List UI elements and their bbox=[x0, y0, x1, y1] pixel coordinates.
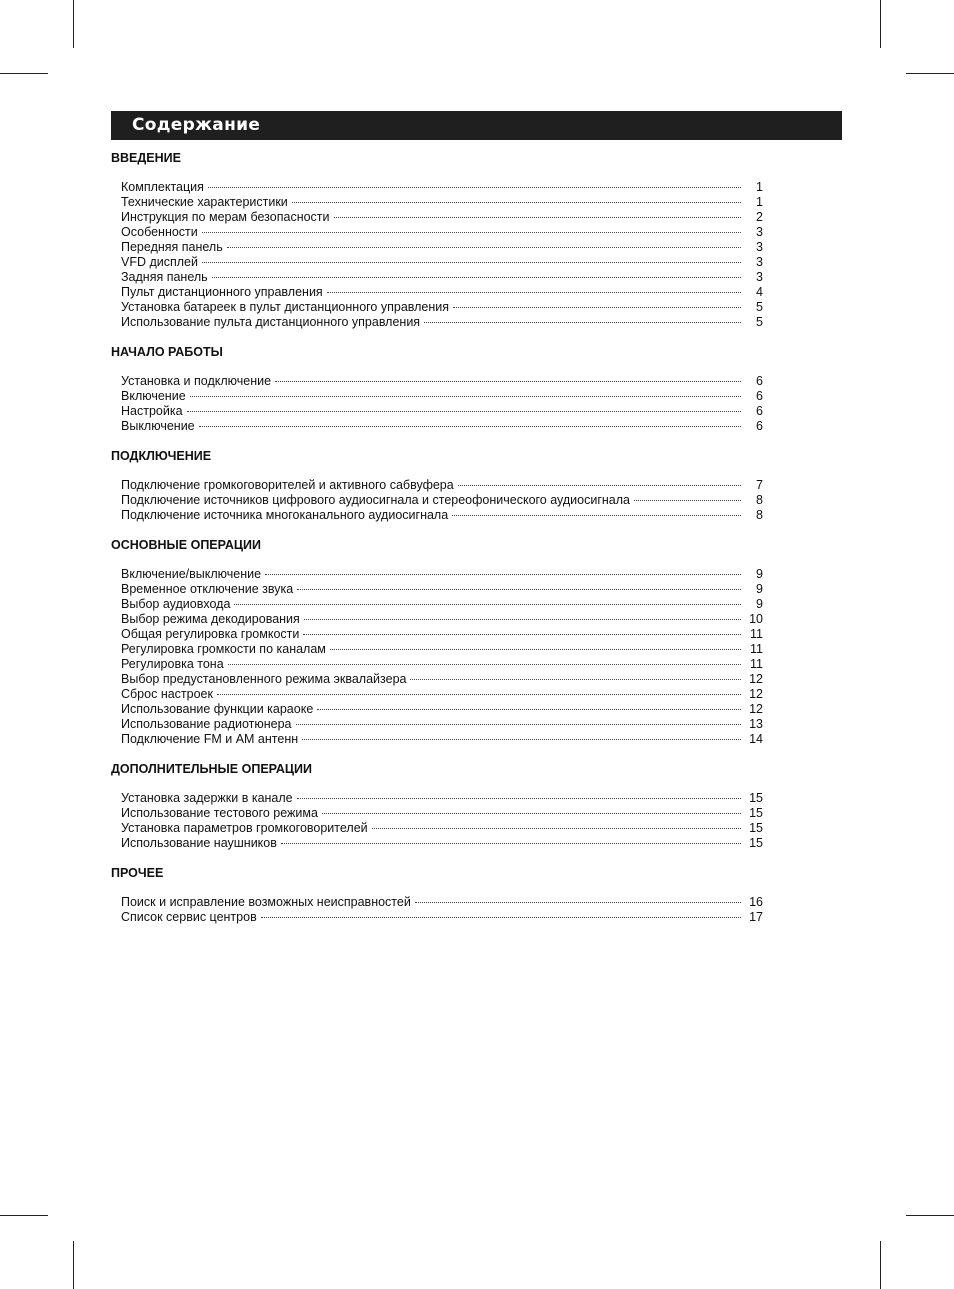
toc-entry-label: VFD дисплей bbox=[121, 255, 198, 269]
toc-entry-page-number: 10 bbox=[749, 612, 763, 626]
crop-mark bbox=[0, 73, 48, 74]
toc-entry-page-number: 6 bbox=[756, 404, 763, 418]
toc-entry-label: Включение bbox=[121, 389, 186, 403]
toc-entry-page-number: 11 bbox=[750, 627, 763, 641]
dot-leader bbox=[202, 262, 741, 263]
toc-entry-page-number: 6 bbox=[756, 374, 763, 388]
section-heading: НАЧАЛО РАБОТЫ bbox=[111, 345, 223, 359]
toc-entry-label: Пульт дистанционного управления bbox=[121, 285, 323, 299]
toc-entry-label: Использование наушников bbox=[121, 836, 277, 850]
dot-leader bbox=[228, 664, 741, 665]
toc-entry bbox=[121, 374, 763, 389]
crop-mark bbox=[73, 0, 74, 48]
toc-entry-label: Задняя панель bbox=[121, 270, 208, 284]
toc-entry-label: Временное отключение звука bbox=[121, 582, 294, 596]
toc-entry bbox=[121, 404, 763, 419]
crop-mark bbox=[906, 73, 954, 74]
toc-entry-page-number: 12 bbox=[749, 702, 763, 716]
toc-entry-label: Комплектация bbox=[121, 180, 204, 194]
toc-entry bbox=[121, 240, 763, 255]
toc-entry bbox=[121, 895, 763, 910]
toc-entry-page-number: 3 bbox=[756, 255, 763, 269]
dot-leader bbox=[202, 232, 741, 233]
dot-leader bbox=[634, 500, 741, 501]
toc-entry bbox=[121, 657, 763, 672]
toc-entry-page-number: 3 bbox=[756, 240, 763, 254]
dot-leader bbox=[234, 604, 741, 605]
toc-entry-page-number: 8 bbox=[756, 508, 763, 522]
toc-entry-list bbox=[121, 791, 763, 851]
toc-entry bbox=[121, 255, 763, 270]
dot-leader bbox=[452, 515, 741, 516]
toc-entry-label: Выбор предустановленного режима эквалайзера bbox=[121, 672, 407, 686]
toc-entry-label: Подключение источника многоканального аудиосигнала bbox=[121, 508, 449, 522]
dot-leader bbox=[424, 322, 741, 323]
toc-entry-label: Использование тестового режима bbox=[121, 806, 318, 820]
toc-entry bbox=[121, 597, 763, 612]
toc-entry-page-number: 5 bbox=[756, 300, 763, 314]
toc-entry-page-number: 9 bbox=[756, 582, 763, 596]
toc-entry-label: Особенности bbox=[121, 225, 198, 239]
dot-leader bbox=[281, 843, 741, 844]
toc-entry-page-number: 11 bbox=[750, 642, 763, 656]
toc-entry-page-number: 9 bbox=[756, 567, 763, 581]
toc-entry-page-number: 6 bbox=[756, 419, 763, 433]
toc-entry-label: Выбор режима декодирования bbox=[121, 612, 300, 626]
toc-entry-label: Выключение bbox=[121, 419, 195, 433]
toc-entry-page-number: 16 bbox=[749, 895, 763, 909]
section-heading: ПОДКЛЮЧЕНИЕ bbox=[111, 449, 212, 463]
dot-leader bbox=[187, 411, 741, 412]
toc-entry-label: Установка батареек в пульт дистанционного управления bbox=[121, 300, 450, 314]
dot-leader bbox=[372, 828, 741, 829]
toc-entry bbox=[121, 285, 763, 300]
toc-entry-list bbox=[121, 180, 763, 330]
toc-entry-label: Общая регулировка громкости bbox=[121, 627, 300, 641]
toc-entry-page-number: 15 bbox=[749, 806, 763, 820]
toc-entry-label: Сброс настроек bbox=[121, 687, 213, 701]
dot-leader bbox=[322, 813, 741, 814]
dot-leader bbox=[334, 217, 741, 218]
dot-leader bbox=[275, 381, 741, 382]
toc-entry-page-number: 6 bbox=[756, 389, 763, 403]
crop-mark bbox=[73, 1241, 74, 1289]
toc-section bbox=[111, 761, 763, 851]
toc-entry bbox=[121, 627, 763, 642]
toc-entry bbox=[121, 195, 763, 210]
toc-entry-label: Установка и подключение bbox=[121, 374, 272, 388]
toc-entry-label: Передняя панель bbox=[121, 240, 223, 254]
crop-mark bbox=[906, 1215, 954, 1216]
toc-entry bbox=[121, 300, 763, 315]
toc-entry-label: Настройка bbox=[121, 404, 183, 418]
crop-mark bbox=[880, 1241, 881, 1289]
toc-entry-page-number: 15 bbox=[749, 821, 763, 835]
toc-entry-list bbox=[121, 478, 763, 523]
toc-section bbox=[111, 865, 763, 925]
toc-entry-label: Инструкция по мерам безопасности bbox=[121, 210, 330, 224]
toc-entry-page-number: 11 bbox=[750, 657, 763, 671]
toc-entry-list bbox=[121, 374, 763, 434]
toc-entry-page-number: 4 bbox=[756, 285, 763, 299]
toc-entry-page-number: 5 bbox=[756, 315, 763, 329]
section-heading: ВВЕДЕНИЕ bbox=[111, 151, 181, 165]
toc-entry-label: Установка параметров громкоговорителей bbox=[121, 821, 368, 835]
dot-leader bbox=[208, 187, 741, 188]
dot-leader bbox=[190, 396, 741, 397]
section-heading: ПРОЧЕЕ bbox=[111, 866, 164, 880]
toc-section bbox=[111, 448, 763, 523]
dot-leader bbox=[303, 634, 741, 635]
dot-leader bbox=[317, 709, 741, 710]
toc-entry-label: Подключение источников цифрового аудиосигнала и стереофонического аудиосигнала bbox=[121, 493, 631, 507]
toc-entry bbox=[121, 717, 763, 732]
toc-entry-page-number: 1 bbox=[756, 180, 763, 194]
toc-entry bbox=[121, 910, 763, 925]
dot-leader bbox=[410, 679, 741, 680]
toc-entry bbox=[121, 642, 763, 657]
dot-leader bbox=[304, 619, 741, 620]
toc-entry-label: Установка задержки в канале bbox=[121, 791, 293, 805]
page-title: Содержание bbox=[132, 115, 261, 135]
toc-entry-page-number: 8 bbox=[756, 493, 763, 507]
dot-leader bbox=[227, 247, 741, 248]
toc-entry bbox=[121, 702, 763, 717]
dot-leader bbox=[302, 739, 741, 740]
toc-entry-label: Поиск и исправление возможных неисправностей bbox=[121, 895, 411, 909]
toc-entry-page-number: 12 bbox=[749, 672, 763, 686]
toc-entry bbox=[121, 836, 763, 851]
toc-entry bbox=[121, 806, 763, 821]
toc-entry-page-number: 1 bbox=[756, 195, 763, 209]
toc-entry bbox=[121, 508, 763, 523]
dot-leader bbox=[297, 589, 741, 590]
toc-entry-page-number: 15 bbox=[749, 791, 763, 805]
toc-entry-label: Использование пульта дистанционного управления bbox=[121, 315, 421, 329]
toc-entry bbox=[121, 732, 763, 747]
toc-entry-label: Технические характеристики bbox=[121, 195, 288, 209]
toc-entry-label: Использование радиотюнера bbox=[121, 717, 292, 731]
toc-entry-label: Включение/выключение bbox=[121, 567, 262, 581]
toc-entry bbox=[121, 687, 763, 702]
title-bar bbox=[111, 111, 842, 140]
section-heading: ДОПОЛНИТЕЛЬНЫЕ ОПЕРАЦИИ bbox=[111, 762, 313, 776]
toc-entry bbox=[121, 225, 763, 240]
toc-entry-label: Регулировка громкости по каналам bbox=[121, 642, 326, 656]
toc-entry bbox=[121, 821, 763, 836]
toc-entry-page-number: 7 bbox=[756, 478, 763, 492]
toc-entry bbox=[121, 389, 763, 404]
toc-entry bbox=[121, 672, 763, 687]
dot-leader bbox=[330, 649, 741, 650]
toc-entry bbox=[121, 210, 763, 225]
toc-entry bbox=[121, 315, 763, 330]
toc-entry bbox=[121, 180, 763, 195]
dot-leader bbox=[212, 277, 741, 278]
toc-entry-label: Регулировка тона bbox=[121, 657, 224, 671]
toc-entry bbox=[121, 612, 763, 627]
toc-entry-page-number: 15 bbox=[749, 836, 763, 850]
toc-entry-label: Подключение FM и AM антенн bbox=[121, 732, 299, 746]
dot-leader bbox=[296, 724, 741, 725]
toc-entry bbox=[121, 791, 763, 806]
dot-leader bbox=[265, 574, 741, 575]
toc-entry-page-number: 13 bbox=[749, 717, 763, 731]
toc-entry bbox=[121, 567, 763, 582]
dot-leader bbox=[199, 426, 741, 427]
toc-section bbox=[111, 150, 763, 330]
dot-leader bbox=[415, 902, 741, 903]
dot-leader bbox=[261, 917, 741, 918]
toc-entry-page-number: 9 bbox=[756, 597, 763, 611]
toc-entry-list bbox=[121, 567, 763, 747]
toc-entry bbox=[121, 478, 763, 493]
toc-entry-page-number: 12 bbox=[749, 687, 763, 701]
dot-leader bbox=[292, 202, 741, 203]
toc-section bbox=[111, 344, 763, 434]
toc-entry-page-number: 3 bbox=[756, 225, 763, 239]
toc-entry bbox=[121, 270, 763, 285]
crop-mark bbox=[0, 1215, 48, 1216]
section-heading: ОСНОВНЫЕ ОПЕРАЦИИ bbox=[111, 538, 262, 552]
toc-entry-page-number: 14 bbox=[749, 732, 763, 746]
toc-entry bbox=[121, 582, 763, 597]
dot-leader bbox=[453, 307, 741, 308]
dot-leader bbox=[327, 292, 741, 293]
toc-entry-label: Список сервис центров bbox=[121, 910, 257, 924]
dot-leader bbox=[458, 485, 741, 486]
toc-entry-label: Выбор аудиовхода bbox=[121, 597, 231, 611]
dot-leader bbox=[297, 798, 741, 799]
dot-leader bbox=[217, 694, 741, 695]
toc-entry bbox=[121, 493, 763, 508]
toc-entry-label: Использование функции караоке bbox=[121, 702, 314, 716]
toc-entry-label: Подключение громкоговорителей и активного сабвуфера bbox=[121, 478, 454, 492]
toc-entry-page-number: 2 bbox=[756, 210, 763, 224]
toc-entry-page-number: 17 bbox=[749, 910, 763, 924]
crop-mark bbox=[880, 0, 881, 48]
toc-section bbox=[111, 537, 763, 747]
toc-entry-page-number: 3 bbox=[756, 270, 763, 284]
table-of-contents bbox=[111, 140, 763, 925]
toc-entry bbox=[121, 419, 763, 434]
toc-entry-list bbox=[121, 895, 763, 925]
